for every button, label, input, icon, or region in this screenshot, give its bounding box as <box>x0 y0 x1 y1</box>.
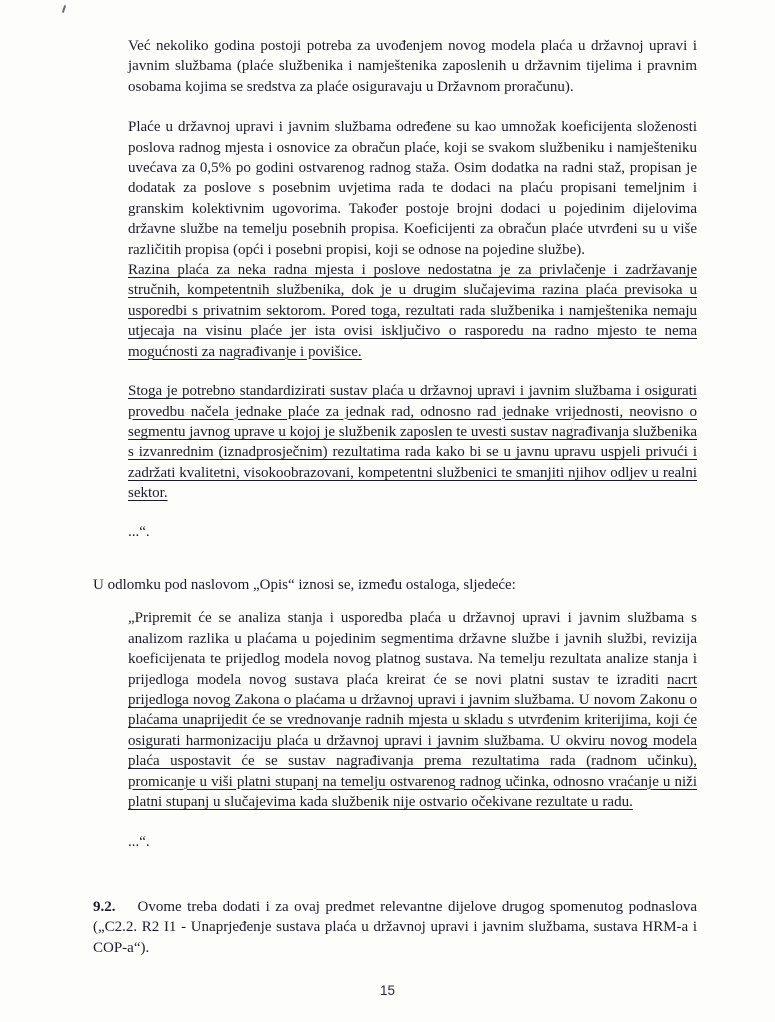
ellipsis-quote-end-1: ...“. <box>128 523 150 540</box>
pen-mark <box>62 5 66 13</box>
paragraph-opis-intro: U odlomku pod naslovom „Opis“ iznosi se, između ostaloga, sljedeće: <box>93 576 516 593</box>
paragraph-intro: Već nekoliko godina postoji potreba za uvođenjem novog modela plaća u državnoj upravi i javnim službama (plaće službenika i namještenika zaposlenih u državnim tijelima i pravnim osobama kojima se sredstva za plaće osiguravaju u Državnom proračunu). <box>128 38 697 95</box>
paragraph-salary-model-block <box>128 117 697 362</box>
paragraph-standardization-underlined <box>128 381 697 503</box>
paragraph-salary-level-underlined <box>128 260 697 362</box>
underlined-text-salary-level: Razina plaća za neka radna mjesta i poslove nedostatna je za privlačenje i zadržavanje stručnih, kompetentnih službenika, dok je u drugim slučajevima razina plaća previsoka u usporedbi s privatnim sektorom. Pored toga, rezultati rada službenika i namještenika nemaju utjecaja na visinu plaće jer ista ovisi isključivo o rasporedu na radno mjesto te nema mogućnosti za nagrađivanje i povišice. <box>128 262 697 360</box>
paragraph-opis-quote <box>128 608 697 812</box>
quote-text-normal: „Pripremit će se analiza stanja i usporedba plaća u državnoj upravi i javnim službama s analizom razlika u plaćama u pojedinim segmentima državne službe i javnih službi, revizija koeficijenata te prijedlog modela novog platnog sustava. Na temelju rezultata analize stanja i prijedloga modela novog sustava plaća kreirat će se novi platni sustav te izraditi <box>128 610 697 688</box>
paragraph-salary-model: Plaće u državnoj upravi i javnim službama određene su kao umnožak koeficijenta složenosti poslova radnog mjesta i osnovice za obračun plaće, koji se svakom službeniku i namješteniku uvećava za 0,5% po godini ostvarenog radnog staža. Osim dodatka na radni staž, propisan je dodatak za poslove s posebnim uvjetima rada te dodaci na plaću propisani temeljnim i granskim kolektivnim ugovorima. Također postoje brojni dodaci u pojedinim dijelovima državne službe na temelju posebnih propisa. Koeficijenti za obračun plaće utvrđeni su u više različitih propisa (opći i posebni propisi, koji se odnose na pojedine službe). <box>128 119 697 258</box>
paragraph-section-9-2 <box>93 897 697 958</box>
ellipsis-quote-end-2: ...“. <box>128 834 150 851</box>
section-number: 9.2. <box>93 898 116 915</box>
page-number: 15 <box>379 983 396 998</box>
section-9-2-text: Ovome treba dodati i za ovaj predmet relevantne dijelove drugog spomenutog podnaslova („C2.2. R2 I1 - Unaprjeđenje sustava plaća u državnoj upravi i javnim službama, sustava HRM-a i COP-a“). <box>93 898 697 956</box>
underlined-text-new-law: nacrt prijedloga novog Zakona o plaćama u državnoj upravi i javnim službama. U novom Zakonu o plaćama unaprijedit će se vrednovanje radnih mjesta u skladu s utvrđenim kriterijima, koji će osigurati harmonizaciju plaća u državnoj upravi i javnim službama. U okviru novog modela plaća uspostavit će se sustav nagrađivanja prema rezultatima rada (radnom učinku), promicanje u viši platni stupanj na temelju ostvarenog radnog učinka, odnosno vraćanje u niži platni stupanj u slučajevima kada službenik nije ostvario očekivane rezultate u radu. <box>128 671 697 810</box>
underlined-text-standardization: Stoga je potrebno standardizirati sustav plaća u državnoj upravi i javnim službama i osigurati provedbu načela jednake plaće za jednak rad, odnosno rad jednake vrijednosti, neovisno o segmentu javnog uprave u kojoj je službenik zaposlen te uvesti sustav nagrađivanja službenika s izvanrednim (iznadprosječnim) rezultatima rada kako bi se u javnu upravu uspjeli privući i zadržati kvalitetni, visokoobrazovani, kompetentni službenici te smanjiti njihov odljev u realni sektor. <box>128 383 698 502</box>
